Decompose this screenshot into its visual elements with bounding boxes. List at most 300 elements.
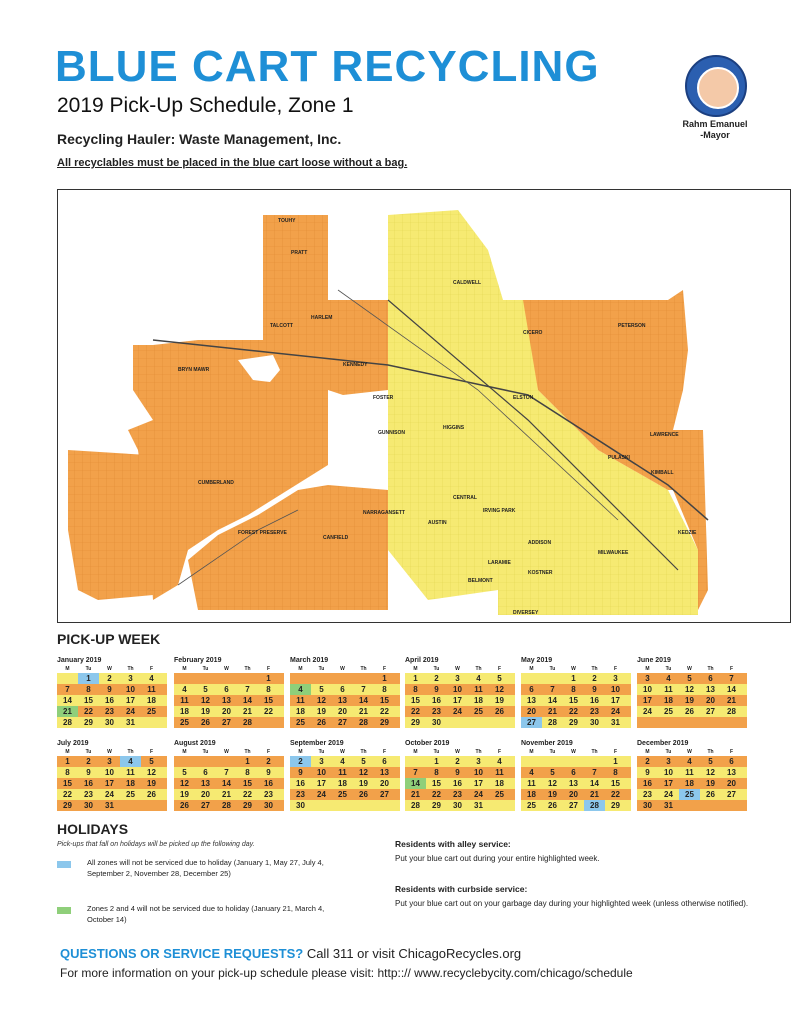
- calendar-week: [637, 767, 747, 778]
- calendar-day: 24: [664, 790, 673, 799]
- calendar-day: [195, 673, 216, 684]
- calendar-day: 5: [203, 685, 208, 694]
- calendar-day: 4: [340, 757, 345, 766]
- month-calendar: [174, 740, 284, 811]
- calendar-day: 9: [455, 768, 460, 777]
- calendar-day: 5: [361, 757, 366, 766]
- weekday-label: Th: [127, 666, 134, 672]
- calendar-day: 25: [180, 718, 189, 727]
- month-name: October 2019: [405, 740, 450, 747]
- green-holiday-text: Zones 2 and 4 will not be serviced due to holiday (January 21, March 4, October 14): [87, 904, 325, 924]
- weekday-label: F: [266, 749, 271, 755]
- calendar-day: 23: [105, 707, 114, 716]
- month-name: April 2019: [405, 657, 439, 664]
- calendar-day: 1: [413, 674, 418, 683]
- calendar-day: [57, 673, 78, 684]
- calendar-day: 25: [495, 790, 504, 799]
- street-label: LARAMIE: [488, 560, 511, 566]
- calendar-day: 23: [264, 790, 273, 799]
- calendar-day: 17: [643, 696, 652, 705]
- calendar-day: 18: [296, 707, 305, 716]
- calendar-day: 4: [120, 756, 141, 767]
- map-street-labels: [58, 190, 790, 622]
- calendar-day: [447, 717, 468, 728]
- calendar-week: [405, 756, 515, 767]
- weekday-label: Tu: [85, 666, 92, 672]
- calendar-day: 14: [727, 685, 736, 694]
- calendar-day: 8: [86, 685, 91, 694]
- calendar-day: 2: [592, 674, 597, 683]
- weekday-label: M: [529, 666, 534, 672]
- calendar-day: 4: [687, 757, 692, 766]
- calendar-day: 2: [645, 757, 650, 766]
- calendar-day: 21: [359, 707, 368, 716]
- calendar-day: 3: [128, 674, 133, 683]
- weekday-label: Tu: [665, 749, 672, 755]
- calendar-day: 17: [664, 779, 673, 788]
- calendar-day: 11: [338, 768, 347, 777]
- calendar-week: [521, 756, 631, 767]
- calendar-day: 14: [359, 696, 368, 705]
- calendar-day: 20: [380, 779, 389, 788]
- calendar-day: 17: [105, 779, 114, 788]
- page-title: BLUE CART RECYCLING: [55, 42, 600, 91]
- calendar-week: [405, 800, 515, 811]
- calendar-week: [57, 684, 167, 695]
- month-calendar: [57, 657, 167, 728]
- calendar-day: [489, 717, 510, 728]
- calendar-day: 8: [571, 685, 576, 694]
- weekday-header: [521, 749, 631, 756]
- calendar-day: 16: [453, 779, 462, 788]
- calendar-day: 28: [63, 718, 72, 727]
- street-label: CICERO: [523, 330, 543, 336]
- calendar-day: 12: [706, 768, 715, 777]
- calendar-week: [174, 767, 284, 778]
- calendar-day: 7: [361, 685, 366, 694]
- weekday-header: [174, 666, 284, 673]
- weekday-header: [405, 666, 515, 673]
- calendar-day: 11: [527, 779, 536, 788]
- calendar-day: 11: [180, 696, 189, 705]
- calendar-day: 7: [65, 685, 70, 694]
- weekday-header: [174, 749, 284, 756]
- calendar-day: 13: [706, 685, 715, 694]
- calendar-day: 21: [411, 790, 420, 799]
- zone-map: [57, 189, 791, 623]
- calendar-day: 28: [727, 707, 736, 716]
- pickup-week-heading: PICK-UP WEEK: [57, 631, 161, 647]
- weekday-label: F: [497, 666, 502, 672]
- calendar-day: 27: [222, 718, 231, 727]
- calendar-day: 2: [290, 756, 311, 767]
- calendar-day: 8: [266, 685, 271, 694]
- calendar-day: 1: [434, 757, 439, 766]
- calendar-week: [405, 767, 515, 778]
- calendar-week: [637, 717, 747, 728]
- calendar-week: [57, 695, 167, 706]
- weekday-label: W: [107, 749, 112, 755]
- calendar-day: 28: [222, 801, 231, 810]
- weekday-label: W: [455, 749, 460, 755]
- calendar-day: 6: [529, 685, 534, 694]
- calendar-day: 21: [222, 790, 231, 799]
- calendar-day: 10: [664, 768, 673, 777]
- weekday-label: Th: [360, 666, 367, 672]
- weekday-label: Th: [475, 666, 482, 672]
- calendar-day: [141, 717, 162, 728]
- calendar-day: 1: [382, 674, 387, 683]
- street-label: MILWAUKEE: [598, 550, 629, 556]
- weekday-header: [290, 749, 400, 756]
- calendar-day: 7: [550, 685, 555, 694]
- month-name: March 2019: [290, 657, 329, 664]
- calendar-day: 24: [126, 707, 135, 716]
- weekday-label: Th: [475, 749, 482, 755]
- weekday-label: W: [687, 749, 692, 755]
- month-calendar: [290, 740, 400, 811]
- calendar-day: 9: [107, 685, 112, 694]
- weekday-label: Tu: [433, 666, 440, 672]
- weekday-label: F: [729, 666, 734, 672]
- calendar-week: [290, 800, 400, 811]
- calendar-day: 18: [474, 696, 483, 705]
- calendar-day: 20: [706, 696, 715, 705]
- calendar-day: 6: [340, 685, 345, 694]
- bag-notice: All recyclables must be placed in the blue cart loose without a bag.: [57, 157, 408, 169]
- weekday-header: [637, 749, 747, 756]
- calendar-day: 29: [432, 801, 441, 810]
- calendar-day: [216, 673, 237, 684]
- calendar-day: 4: [497, 757, 502, 766]
- mayor-title: -Mayor: [700, 130, 730, 140]
- calendar-day: 21: [727, 696, 736, 705]
- calendar-day: 20: [727, 779, 736, 788]
- calendar-week: [637, 800, 747, 811]
- calendar-day: 3: [476, 757, 481, 766]
- calendar-day: 10: [453, 685, 462, 694]
- weekday-label: Tu: [85, 749, 92, 755]
- calendar-day: 14: [548, 696, 557, 705]
- calendar-day: 2: [455, 757, 460, 766]
- weekday-label: M: [182, 666, 187, 672]
- questions-label: QUESTIONS OR SERVICE REQUESTS?: [60, 946, 304, 961]
- weekday-label: M: [413, 749, 418, 755]
- calendar-day: 12: [495, 685, 504, 694]
- questions-text: Call 311 or visit ChicagoRecycles.org: [303, 946, 522, 961]
- calendar-day: 20: [201, 790, 210, 799]
- calendar-week: [290, 756, 400, 767]
- calendar-day: 13: [201, 779, 210, 788]
- calendar-day: 30: [264, 801, 273, 810]
- calendar-day: 5: [497, 674, 502, 683]
- calendar-day: 24: [453, 707, 462, 716]
- street-label: TALCOTT: [270, 323, 293, 329]
- calendar-day: 5: [550, 768, 555, 777]
- calendar-day: 30: [84, 801, 93, 810]
- calendar-day: 9: [266, 768, 271, 777]
- calendar-day: 12: [685, 685, 694, 694]
- calendar-day: 10: [317, 768, 326, 777]
- calendar-day: 23: [84, 790, 93, 799]
- calendar-week: [405, 673, 515, 684]
- month-name: July 2019: [57, 740, 89, 747]
- calendar-day: 10: [126, 685, 135, 694]
- month-calendar: [637, 657, 747, 728]
- weekday-label: W: [455, 666, 460, 672]
- calendar-day: 15: [432, 779, 441, 788]
- weekday-label: Tu: [665, 666, 672, 672]
- calendar-day: 26: [706, 790, 715, 799]
- weekday-label: W: [687, 666, 692, 672]
- calendar-day: 19: [180, 790, 189, 799]
- calendar-day: 21: [548, 707, 557, 716]
- calendar-week: [174, 684, 284, 695]
- weekday-label: W: [224, 749, 229, 755]
- weekday-header: [637, 666, 747, 673]
- calendar-day: 4: [182, 685, 187, 694]
- more-info-line[interactable]: For more information on your pick-up schedule please visit: http::// www.recyclebycity.com/chicago/schedule: [60, 966, 633, 980]
- calendar-week: [521, 673, 631, 684]
- calendar-day: 24: [611, 707, 620, 716]
- month-calendar: [290, 657, 400, 728]
- calendar-day: 3: [107, 757, 112, 766]
- calendar-day: 29: [411, 718, 420, 727]
- calendar-day: 30: [432, 718, 441, 727]
- calendar-day: 26: [180, 801, 189, 810]
- weekday-label: M: [645, 666, 650, 672]
- weekday-label: Tu: [318, 666, 325, 672]
- calendar-day: 30: [590, 718, 599, 727]
- calendar-day: 3: [319, 757, 324, 766]
- calendar-day: 22: [243, 790, 252, 799]
- calendar-week: [521, 695, 631, 706]
- month-calendar: [405, 740, 515, 811]
- calendar-day: 28: [584, 800, 605, 811]
- calendar-week: [57, 778, 167, 789]
- calendar-day: 22: [380, 707, 389, 716]
- weekday-header: [57, 666, 167, 673]
- street-label: KIMBALL: [651, 470, 674, 476]
- weekday-label: W: [571, 749, 576, 755]
- mayor-block: [672, 119, 758, 141]
- calendar-day: 11: [474, 685, 483, 694]
- street-label: AUSTIN: [428, 520, 447, 526]
- calendar-day: 5: [149, 757, 154, 766]
- street-label: CENTRAL: [453, 495, 477, 501]
- calendar-day: 13: [527, 696, 536, 705]
- street-label: ADDISON: [528, 540, 552, 546]
- green-holiday-swatch: [57, 907, 71, 914]
- calendar-day: 17: [126, 696, 135, 705]
- calendar-day: 18: [685, 779, 694, 788]
- calendar-week: [290, 706, 400, 717]
- street-label: LAWRENCE: [650, 432, 679, 438]
- calendar-day: 10: [643, 685, 652, 694]
- calendar-day: 23: [296, 790, 305, 799]
- calendar-day: [174, 673, 195, 684]
- calendar-day: 25: [679, 789, 700, 800]
- calendar-week: [174, 800, 284, 811]
- calendar-day: 29: [243, 801, 252, 810]
- holidays-note: Pick-ups that fall on holidays will be picked up the following day.: [57, 841, 255, 848]
- curbside-service-text: Put your blue cart out on your garbage day during your highlighted week (unless otherwise notified).: [395, 899, 749, 908]
- calendar-day: 18: [495, 779, 504, 788]
- calendar-week: [57, 789, 167, 800]
- hauler-line: Recycling Hauler: Waste Management, Inc.: [57, 131, 342, 147]
- weekday-label: F: [382, 749, 387, 755]
- calendar-day: 20: [527, 707, 536, 716]
- calendar-day: 18: [527, 790, 536, 799]
- weekday-label: W: [340, 666, 345, 672]
- calendar-day: [195, 756, 216, 767]
- calendar-day: 15: [264, 696, 273, 705]
- calendar-day: [563, 756, 584, 767]
- calendar-week: [174, 695, 284, 706]
- calendar-day: 4: [149, 674, 154, 683]
- calendar-day: 23: [643, 790, 652, 799]
- calendar-week: [405, 706, 515, 717]
- calendar-day: 11: [147, 685, 156, 694]
- weekday-label: W: [107, 666, 112, 672]
- month-calendar: [521, 657, 631, 728]
- calendar-week: [521, 800, 631, 811]
- schedule-subtitle: 2019 Pick-Up Schedule, Zone 1: [57, 94, 354, 117]
- weekday-label: Th: [244, 666, 251, 672]
- calendar-day: 10: [611, 685, 620, 694]
- calendar-day: 1: [571, 674, 576, 683]
- calendar-day: 18: [664, 696, 673, 705]
- calendar-day: 21: [590, 790, 599, 799]
- weekday-header: [57, 749, 167, 756]
- calendar-day: 3: [613, 674, 618, 683]
- calendar-day: 24: [643, 707, 652, 716]
- month-name: September 2019: [290, 740, 344, 747]
- calendar-day: 11: [664, 685, 673, 694]
- calendar-week: [637, 673, 747, 684]
- calendar-day: 13: [380, 768, 389, 777]
- calendar-day: 14: [222, 779, 231, 788]
- calendar-week: [174, 673, 284, 684]
- street-label: KENNEDY: [343, 362, 368, 368]
- weekday-label: Th: [127, 749, 134, 755]
- calendar-day: 15: [380, 696, 389, 705]
- calendar-day: 19: [317, 707, 326, 716]
- calendar-day: [700, 717, 721, 728]
- calendar-day: 27: [521, 717, 542, 728]
- calendar-week: [57, 673, 167, 684]
- calendar-day: 6: [571, 768, 576, 777]
- weekday-label: W: [340, 749, 345, 755]
- calendar-day: 23: [432, 707, 441, 716]
- calendar-week: [521, 717, 631, 728]
- calendar-day: 19: [495, 696, 504, 705]
- month-calendar: [174, 657, 284, 728]
- calendar-week: [290, 673, 400, 684]
- weekday-label: F: [382, 666, 387, 672]
- calendar-day: 15: [243, 779, 252, 788]
- calendar-day: 13: [569, 779, 578, 788]
- calendar-day: 16: [590, 696, 599, 705]
- calendar-week: [637, 778, 747, 789]
- calendar-week: [637, 789, 747, 800]
- street-label: TOUHY: [278, 218, 296, 224]
- calendar-day: [721, 800, 742, 811]
- calendar-day: 29: [63, 801, 72, 810]
- street-label: DIVERSEY: [513, 610, 539, 616]
- weekday-label: M: [298, 749, 303, 755]
- weekday-label: Th: [707, 666, 714, 672]
- calendar-day: 27: [706, 707, 715, 716]
- calendar-day: 27: [380, 790, 389, 799]
- calendar-day: [174, 756, 195, 767]
- calendar-day: 31: [105, 801, 114, 810]
- calendar-day: [542, 756, 563, 767]
- calendar-day: 6: [382, 757, 387, 766]
- month-name: February 2019: [174, 657, 222, 664]
- calendar-day: 22: [84, 707, 93, 716]
- calendar-day: 8: [413, 685, 418, 694]
- calendar-day: 1: [613, 757, 618, 766]
- calendar-day: 13: [338, 696, 347, 705]
- street-label: CANFIELD: [323, 535, 349, 541]
- calendar-day: 26: [685, 707, 694, 716]
- calendar-day: [679, 717, 700, 728]
- calendar-week: [521, 706, 631, 717]
- calendar-day: 1: [78, 673, 99, 684]
- calendar-day: 13: [222, 696, 231, 705]
- calendar-day: 28: [411, 801, 420, 810]
- calendar-day: 2: [266, 757, 271, 766]
- calendar-day: 25: [147, 707, 156, 716]
- street-label: BRYN MAWR: [178, 367, 210, 373]
- calendar-day: 26: [495, 707, 504, 716]
- calendar-day: 8: [434, 768, 439, 777]
- calendar-day: 6: [203, 768, 208, 777]
- calendar-day: 27: [727, 790, 736, 799]
- weekday-header: [290, 666, 400, 673]
- calendar-week: [174, 717, 284, 728]
- calendar-day: 23: [453, 790, 462, 799]
- weekday-label: F: [497, 749, 502, 755]
- weekday-label: M: [298, 666, 303, 672]
- calendar-day: 25: [296, 718, 305, 727]
- calendar-day: [489, 800, 510, 811]
- street-label: BELMONT: [468, 578, 493, 584]
- weekday-label: Tu: [549, 749, 556, 755]
- calendar-day: 8: [613, 768, 618, 777]
- calendar-week: [637, 706, 747, 717]
- weekday-label: M: [65, 666, 70, 672]
- calendar-day: 29: [569, 718, 578, 727]
- street-label: CUMBERLAND: [198, 480, 234, 486]
- calendar-day: [637, 717, 658, 728]
- calendar-week: [290, 684, 400, 695]
- calendar-day: 17: [611, 696, 620, 705]
- calendar-day: [374, 800, 395, 811]
- calendar-week: [290, 717, 400, 728]
- weekday-label: M: [182, 749, 187, 755]
- calendar-day: [311, 673, 332, 684]
- calendar-day: [405, 756, 426, 767]
- calendar-week: [521, 767, 631, 778]
- month-name: June 2019: [637, 657, 671, 664]
- calendar-day: 12: [147, 768, 156, 777]
- weekday-label: Th: [360, 749, 367, 755]
- calendar-day: 22: [432, 790, 441, 799]
- curbside-service-heading: Residents with curbside service:: [395, 884, 528, 894]
- calendar-week: [174, 706, 284, 717]
